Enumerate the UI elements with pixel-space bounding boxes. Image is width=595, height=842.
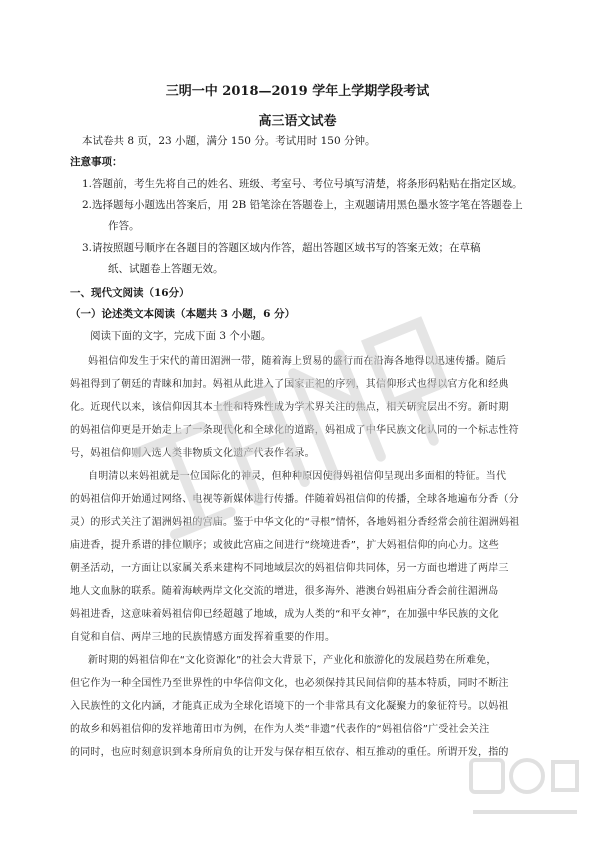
passage-line: 的妈祖信仰开始通过网络、电视等新媒体进行传播。伴随着妈祖信仰的传播，全球各地遍布分香（分 (70, 494, 519, 505)
reading-instruction: 阅读下面的文字，完成下面 3 个小题。 (90, 330, 272, 342)
notice-item: 纸、试题卷上答题无效。 (108, 263, 224, 275)
notice-label: 注意事项： (70, 156, 123, 168)
passage-line: 朝圣活动，一方面让以家属关系来建构不同地域层次的妈祖信仰共同体，另一方面也增进了两岸三 (70, 563, 509, 574)
notice-item: 1.答题前，考生先将自己的姓名、班级、考室号、考位号填写清楚，将条形码粘贴在指定区域。 (82, 178, 523, 190)
passage-line: 妈祖信仰发生于宋代的莆田湄洲一带，随着海上贸易的盛行而在沿海各地得以迅速传播。随后 (88, 356, 507, 367)
passage-line: 妈祖进香，这意味着妈祖信仰已经超越了地域，成为人类的“和平女神”，在加强中华民族的文化 (70, 609, 499, 620)
corner-logo (465, 754, 585, 834)
passage-line: 灵）的形式关注了湄洲妈祖的宫庙。鉴于中华文化的“寻根”情怀，各地妈祖分香经常会前往湄洲妈祖 (70, 517, 520, 528)
passage-line: 新时期的妈祖信仰在“文化资源化”的社会大背景下，产业化和旅游化的发展趋势在所难免， (88, 655, 497, 666)
passage-line: 号，妈祖信仰则入选人类非物质文化遗产代表作名录。 (70, 448, 315, 459)
subsection-heading: （一）论述类文本阅读（本题共 3 小题，6 分） (70, 308, 296, 320)
passage-line: 化。近现代以来，该信仰因其本土性和特殊性成为学术界关注的焦点，相关研究层出不穷。新时期 (70, 402, 509, 413)
passage-line: 地人文血脉的联系。随着海峡两岸文化交流的增进，很多海外、港澳台妈祖庙分香会前往湄洲岛 (70, 586, 499, 597)
passage-line: 入民族性的文化内涵，才能真正成为全球化语境下的一个非常具有文化凝聚力的象征符号。以妈祖 (70, 701, 509, 712)
passage-line: 庙进香，提升系谱的排位顺序；或彼此宫庙之间进行“绕境进香”，扩大妈祖信仰的向心力。这些 (70, 540, 499, 551)
notice-item: 作答。 (108, 220, 140, 232)
passage-line: 的故乡和妈祖信仰的发祥地莆田市为例，在作为人类“非遗”代表作的“妈祖信俗”广受社会关注 (70, 724, 490, 735)
passage-line: 的妈祖信仰更是开始走上了一条现代化和全球化的道路，妈祖成了中华民族文化认同的一个标志性符 (70, 425, 519, 436)
passage-line: 妈祖得到了朝廷的青睐和加封。妈祖从此进入了国家正祀的序列，其信仰形式也得以官方化和经典 (70, 379, 509, 390)
passage-line: 自觉和自信、两岸三地的民族情感方面发挥着重要的作用。 (70, 632, 336, 643)
paper-title: 高三语文试卷 (258, 114, 337, 129)
notice-item: 3.请按照题号顺序在各题目的答题区域内作答，超出答题区域书写的答案无效；在草稿 (82, 242, 481, 254)
passage-line: 自明清以来妈祖就是一位国际化的神灵，但种种原因使得妈祖信仰呈现出多面相的特征。当代 (88, 471, 507, 482)
paper-intro: 本试卷共 8 页，23 小题，满分 150 分。考试用时 150 分钟。 (82, 135, 376, 147)
exam-header-title: 三明一中 2018—2019 学年上学期学段考试 (165, 84, 430, 99)
section-heading: 一、现代文阅读（16分） (70, 287, 190, 299)
passage-line: 的同时，也应时刻意识到本身所肩负的让开发与保存相互依存、相互推动的重任。所谓开发，指的 (70, 747, 509, 758)
notice-item: 2.选择题每小题选出答案后，用 2B 铅笔涂在答题卷上，主观题请用黑色墨水签字笔在答题卷上 (82, 199, 523, 211)
passage-line: 但它作为一种全国性乃至世界性的中华信仰文化，也必须保持其民间信仰的基本特质，同时不断注 (70, 678, 509, 689)
